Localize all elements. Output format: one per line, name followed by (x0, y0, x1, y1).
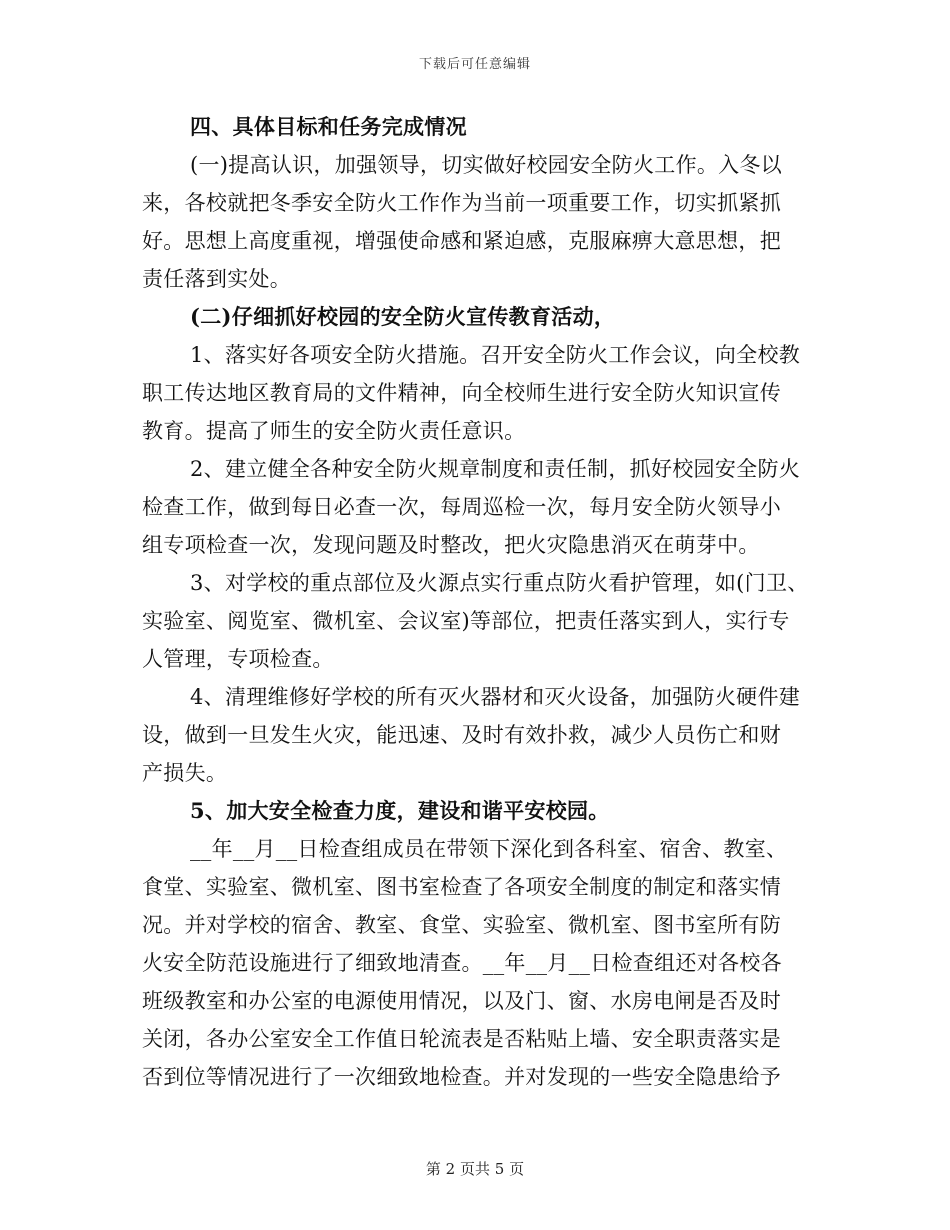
paragraph-line: 1、落实好各项安全防火措施。召开安全防火工作会议，向全校教 (190, 343, 801, 367)
paragraph-line: 实验室、阅览室、微机室、会议室)等部位，把责任落实到人，实行专 (142, 609, 790, 633)
section-heading: 四、具体目标和任务完成情况 (190, 114, 467, 139)
header-note: 下载后可任意编辑 (418, 57, 531, 72)
paragraph-line: 组专项检查一次，发现问题及时整改，把火灾隐患消灭在萌芽中。 (142, 533, 760, 557)
paragraph-line: 责任落到实处。 (142, 267, 292, 291)
paragraph-line: 关闭，各办公室安全工作值日轮流表是否粘贴上墙、安全职责落实是 (142, 1027, 781, 1051)
paragraph-line: 来，各校就把冬季安全防火工作作为当前一项重要工作，切实抓紧抓 (142, 191, 781, 215)
paragraph-line: 职工传达地区教育局的文件精神，向全校师生进行安全防火知识宣传 (142, 381, 781, 405)
paragraph-line: (一)提高认识，加强领导，切实做好校园安全防火工作。入冬以 (190, 153, 783, 177)
paragraph-line: 4、清理维修好学校的所有灭火器材和灭火设备，加强防火硬件建 (190, 685, 801, 709)
subsection-heading: (二)仔细抓好校园的安全防火宣传教育活动， (190, 304, 616, 329)
paragraph-line: 否到位等情况进行了一次细致地检查。并对发现的一些安全隐患给予 (142, 1065, 781, 1089)
subsection-heading: 5、加大安全检查力度，建设和谐平安校园。 (190, 798, 610, 823)
paragraph-line: 好。思想上高度重视，增强使命感和紧迫感，克服麻痹大意思想，把 (142, 229, 781, 253)
paragraph-line: 火安全防范设施进行了细致地清查。__年__月__日检查组还对各校各 (142, 951, 782, 975)
paragraph-line: 班级教室和办公室的电源使用情况，以及门、窗、水房电闸是否及时 (142, 989, 781, 1013)
paragraph-line: __年__月__日检查组成员在带领下深化到各科室、宿舍、教室、 (190, 837, 788, 861)
paragraph-line: 检查工作，做到每日必查一次，每周巡检一次，每月安全防火领导小 (142, 495, 781, 519)
paragraph-line: 2、建立健全各种安全防火规章制度和责任制，抓好校园安全防火 (190, 457, 801, 481)
page-number: 第 2 页共 5 页 (425, 1160, 525, 1178)
paragraph-line: 设，做到一旦发生火灾，能迅速、及时有效扑救，减少人员伤亡和财 (142, 723, 781, 747)
paragraph-line: 教育。提高了师生的安全防火责任意识。 (142, 419, 526, 443)
paragraph-line: 食堂、实验室、微机室、图书室检查了各项安全制度的制定和落实情 (142, 875, 781, 899)
paragraph-line: 人管理，专项检查。 (142, 647, 334, 671)
paragraph-line: 产损失。 (142, 761, 228, 785)
paragraph-line: 况。并对学校的宿舍、教室、食堂、实验室、微机室、图书室所有防 (142, 913, 781, 937)
document-body (142, 108, 809, 1096)
paragraph-line: 3、对学校的重点部位及火源点实行重点防火看护管理，如(门卫、 (190, 571, 809, 595)
